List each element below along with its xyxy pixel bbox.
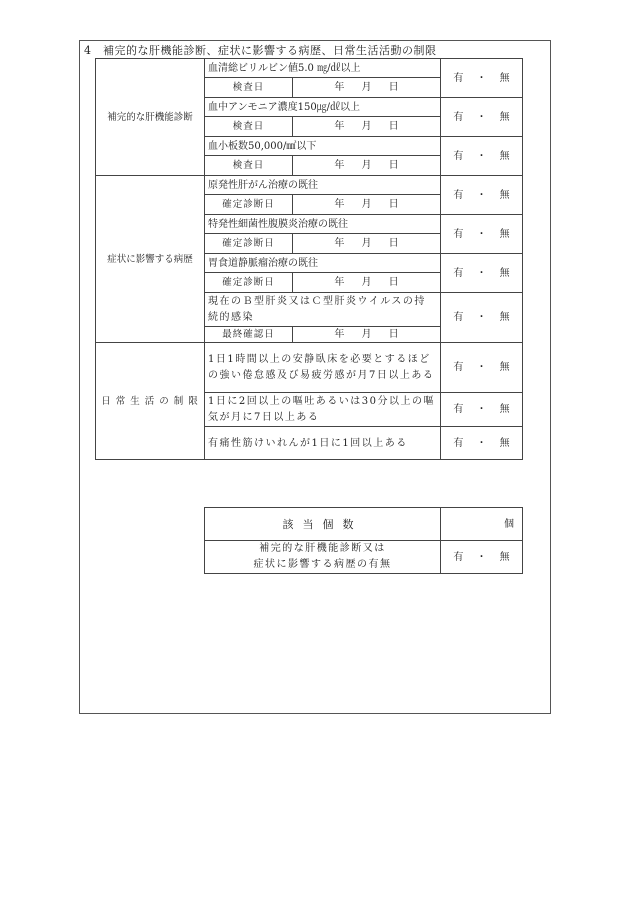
yes-no-varices[interactable]: 有 ・ 無	[441, 254, 523, 293]
diag-date-field[interactable]: 年 月 日	[293, 273, 441, 293]
item-sbp: 特発性細菌性腹膜炎治療の既往	[205, 215, 441, 234]
item-vomit: 1日に2回以上の嘔吐あるいは30分以上の嘔気が月に7日以上ある	[205, 393, 441, 427]
yes-no-vomit[interactable]: 有 ・ 無	[441, 393, 523, 427]
exam-date-field[interactable]: 年 月 日	[293, 117, 441, 137]
presence-label	[205, 541, 441, 574]
summary-table	[204, 507, 523, 574]
item-ammonia: 血中アンモニア濃度150㎍/㎗以上	[205, 98, 441, 117]
group-daily: 日 常 生 活 の 制 限	[96, 343, 205, 460]
last-confirm-label: 最終確認日	[205, 327, 293, 343]
yes-no-fatigue[interactable]: 有 ・ 無	[441, 343, 523, 393]
exam-date-label: 検査日	[205, 117, 293, 137]
diag-date-label: 確定診断日	[205, 273, 293, 293]
exam-date-field[interactable]: 年 月 日	[293, 78, 441, 98]
yes-no-cramp[interactable]: 有 ・ 無	[441, 427, 523, 460]
presence-line-1: 補完的な肝機能診断又は	[259, 543, 386, 554]
yes-no-platelet[interactable]: 有 ・ 無	[441, 137, 523, 176]
yes-no-hepatitis[interactable]: 有 ・ 無	[441, 293, 523, 343]
group-liver: 補完的な肝機能診断	[96, 59, 205, 176]
item-hepatitis: 現在のＢ型肝炎又はＣ型肝炎ウイルスの持続的感染	[205, 293, 441, 327]
count-unit[interactable]: 個	[441, 508, 523, 541]
item-hcc: 原発性肝がん治療の既往	[205, 176, 441, 195]
item-varices: 胃食道静脈瘤治療の既往	[205, 254, 441, 273]
presence-line-2: 症状に影響する病歴の有無	[253, 559, 392, 570]
yes-no-sbp[interactable]: 有 ・ 無	[441, 215, 523, 254]
yes-no-bilirubin[interactable]: 有 ・ 無	[441, 59, 523, 98]
diag-date-label: 確定診断日	[205, 234, 293, 254]
yes-no-presence[interactable]: 有 ・ 無	[441, 541, 523, 574]
item-fatigue: 1日1時間以上の安静臥床を必要とするほどの強い倦怠感及び易疲労感が月7日以上ある	[205, 343, 441, 393]
criteria-table	[95, 58, 523, 460]
item-bilirubin: 血清総ビリルビン値5.0 ㎎/㎗以上	[205, 59, 441, 78]
item-platelet: 血小板数50,000/㎣以下	[205, 137, 441, 156]
count-label: 該当個数	[205, 508, 441, 541]
exam-date-label: 検査日	[205, 78, 293, 98]
diag-date-field[interactable]: 年 月 日	[293, 234, 441, 254]
diag-date-label: 確定診断日	[205, 195, 293, 215]
diag-date-field[interactable]: 年 月 日	[293, 195, 441, 215]
yes-no-hcc[interactable]: 有 ・ 無	[441, 176, 523, 215]
yes-no-ammonia[interactable]: 有 ・ 無	[441, 98, 523, 137]
last-confirm-field[interactable]: 年 月 日	[293, 327, 441, 343]
group-history: 症状に影響する病歴	[96, 176, 205, 343]
exam-date-label: 検査日	[205, 156, 293, 176]
item-cramp: 有痛性筋けいれんが1日に1回以上ある	[205, 427, 441, 460]
exam-date-field[interactable]: 年 月 日	[293, 156, 441, 176]
section-heading: 4 補完的な肝機能診断、症状に影響する病歴、日常生活活動の制限	[84, 44, 437, 57]
